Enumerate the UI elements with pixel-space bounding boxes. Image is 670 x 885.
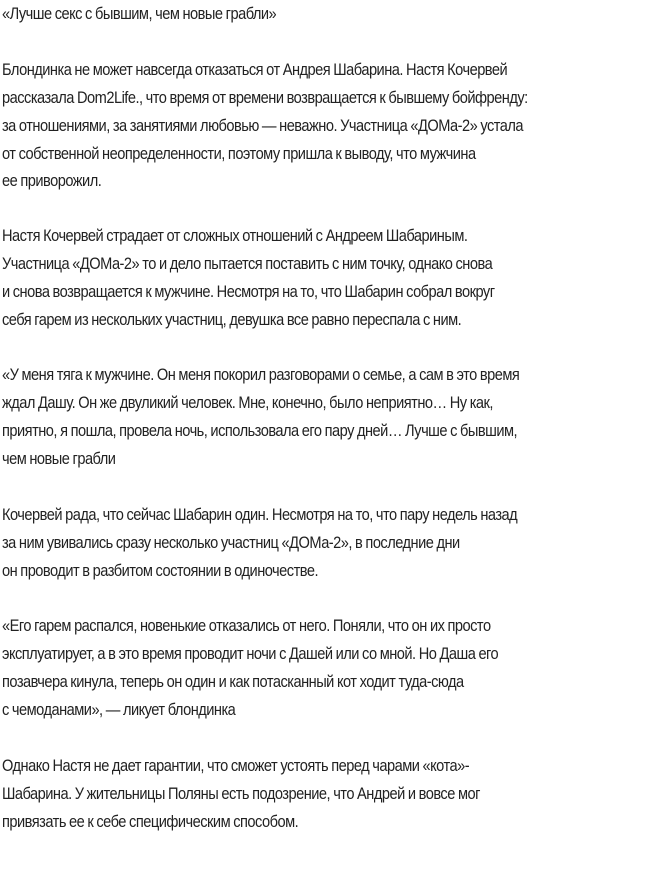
text-line: себя гарем из нескольких участниц, девушка все равно переспала с ним. bbox=[2, 310, 462, 329]
text-line: приятно, я пошла, провела ночь, использовала его пару дней… Лучше с бывшим, bbox=[2, 421, 518, 440]
text-line: от собственной неопределенности, поэтому пришла к выводу, что мужчина bbox=[2, 144, 476, 163]
text-line: и снова возвращается к мужчине. Несмотря на то, что Шабарин собрал вокруг bbox=[2, 282, 495, 301]
article-title: «Лучше секс с бывшим, чем новые грабли» bbox=[2, 4, 277, 23]
text-line: за ним увивались сразу несколько участниц «ДОМа-2», в последние дни bbox=[2, 533, 460, 552]
text-line: чем новые грабли bbox=[2, 449, 116, 468]
text-line: «У меня тяга к мужчине. Он меня покорил разговорами о семье, а сам в это время bbox=[2, 365, 520, 384]
text-line: он проводит в разбитом состоянии в одиночестве. bbox=[2, 561, 318, 580]
text-line: Блондинка не может навсегда отказаться от Андрея Шабарина. Настя Кочервей bbox=[2, 60, 508, 79]
text-line: Шабарина. У жительницы Поляны есть подозрение, что Андрей и вовсе мог bbox=[2, 784, 480, 803]
text-line: эксплуатирует, а в это время проводит ночи с Дашей или со мной. Но Даша его bbox=[2, 644, 499, 663]
text-line: Однако Настя не дает гарантии, что сможет устоять перед чарами «кота»- bbox=[2, 756, 470, 775]
text-line: рассказала Dom2Life., что время от времени возвращается к бывшему бойфренду: bbox=[2, 88, 528, 107]
text-line: ждал Дашу. Он же двуликий человек. Мне, конечно, было неприятно… Ну как, bbox=[2, 393, 493, 412]
text-line: Настя Кочервей страдает от сложных отношений с Андреем Шабариным. bbox=[2, 226, 468, 245]
text-line: позавчера кинула, теперь он один и как потасканный кот ходит туда-сюда bbox=[2, 672, 464, 691]
text-line: привязать ее к себе специфическим способом. bbox=[2, 812, 299, 831]
text-line: Кочервей рада, что сейчас Шабарин один. Несмотря на то, что пару недель назад bbox=[2, 505, 518, 524]
text-line: ее приворожил. bbox=[2, 171, 102, 190]
text-line: «Его гарем распался, новенькие отказались от него. Поняли, что он их просто bbox=[2, 616, 491, 635]
text-line: Участница «ДОМа-2» то и дело пытается поставить с ним точку, однако снова bbox=[2, 254, 493, 273]
text-line: с чемоданами», — ликует блондинка bbox=[2, 700, 236, 719]
text-line: за отношениями, за занятиями любовью — неважно. Участница «ДОМа-2» устала bbox=[2, 116, 524, 135]
